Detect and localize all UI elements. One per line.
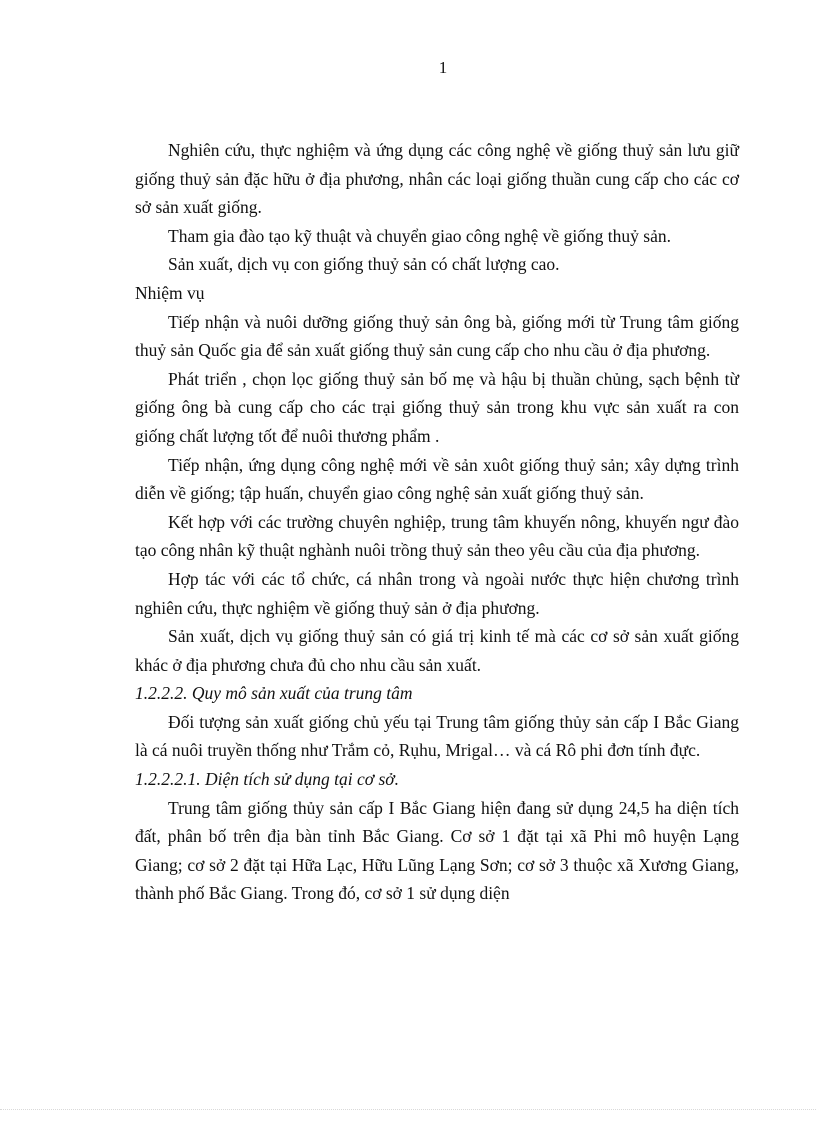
paragraph-receive-breeds: Tiếp nhận và nuôi dưỡng giống thuỷ sản ông bà, giống mới từ Trung tâm giống thuỷ sản Quốc gia để sản xuất giống thuỷ sản cung cấp cho nhu cầu ở địa phương. — [135, 311, 739, 361]
paragraph-cooperate-schools: Kết hợp với các trường chuyên nghiệp, trung tâm khuyến nông, khuyến ngư đào tạo công nhân kỹ thuật nghành nuôi trồng thuỷ sản theo yêu cầu của địa phương. — [135, 511, 739, 561]
mission-label: Nhiệm vụ — [135, 282, 205, 303]
paragraph-apply-technology: Tiếp nhận, ứng dụng công nghệ mới về sản xuôt giống thuỷ sản; xây dựng trình diễn về giống; tập huấn, chuyển giao công nghệ sản xuất giống thuỷ sản. — [135, 454, 739, 504]
page-bottom-divider — [0, 1109, 816, 1110]
paragraph-research: Nghiên cứu, thực nghiệm và ứng dụng các công nghệ về giống thuỷ sản lưu giữ giống thuỷ sản đặc hữu ở địa phương, nhân các loại giống thuần cung cấp cho các cơ sở sản xuất giống. — [135, 140, 739, 218]
paragraph-production: Sản xuất, dịch vụ con giống thuỷ sản có chất lượng cao. — [168, 254, 560, 275]
paragraph-economic-breeds: Sản xuất, dịch vụ giống thuỷ sản có giá trị kinh tế mà các cơ sở sản xuất giống khác ở địa phương chưa đủ cho nhu cầu sản xuất. — [135, 626, 739, 675]
paragraph-cooperate-organizations: Hợp tác với các tổ chức, cá nhân trong và ngoài nước thực hiện chương trình nghiên cứu, thực nghiệm về giống thuỷ sản ở địa phương. — [135, 568, 739, 618]
paragraph-land-usage: Trung tâm giống thủy sản cấp I Bắc Giang hiện đang sử dụng 24,5 ha diện tích đất, phân bố trên địa bàn tỉnh Bắc Giang. Cơ sở 1 đặt tại xã Phi mô huyện Lạng Giang; cơ sở 2 đặt tại Hữa Lạc, Hữu Lũng Lạng Sơn; cơ sở 3 thuộc xã Xương Giang, thành phố Bắc Giang. Trong đó, cơ sở 1 sử dụng diện — [135, 797, 739, 904]
section-heading-production-scale: 1.2.2.2. Quy mô sản xuất của trung tâm — [135, 683, 413, 704]
document-body — [135, 136, 739, 908]
paragraph-training: Tham gia đào tạo kỹ thuật và chuyển giao công nghệ về giống thuỷ sản. — [168, 225, 671, 246]
paragraph-develop-broodstock: Phát triển , chọn lọc giống thuỷ sản bố mẹ và hậu bị thuần chủng, sạch bệnh từ giống ông bà cung cấp cho các trại giống thuỷ sản trong khu vực sản xuất ra con giống chất lượng tốt để nuôi thương phẩm . — [135, 368, 739, 446]
page-number: 1 — [438, 58, 448, 77]
section-heading-land-area: 1.2.2.2.1. Diện tích sử dụng tại cơ sở. — [135, 769, 399, 790]
paragraph-production-targets: Đối tượng sản xuất giống chủ yếu tại Trung tâm giống thủy sản cấp I Bắc Giang là cá nuôi truyền thống như Trắm cỏ, Rụhu, Mrigal… và cá Rô phi đơn tính đực. — [135, 711, 739, 761]
